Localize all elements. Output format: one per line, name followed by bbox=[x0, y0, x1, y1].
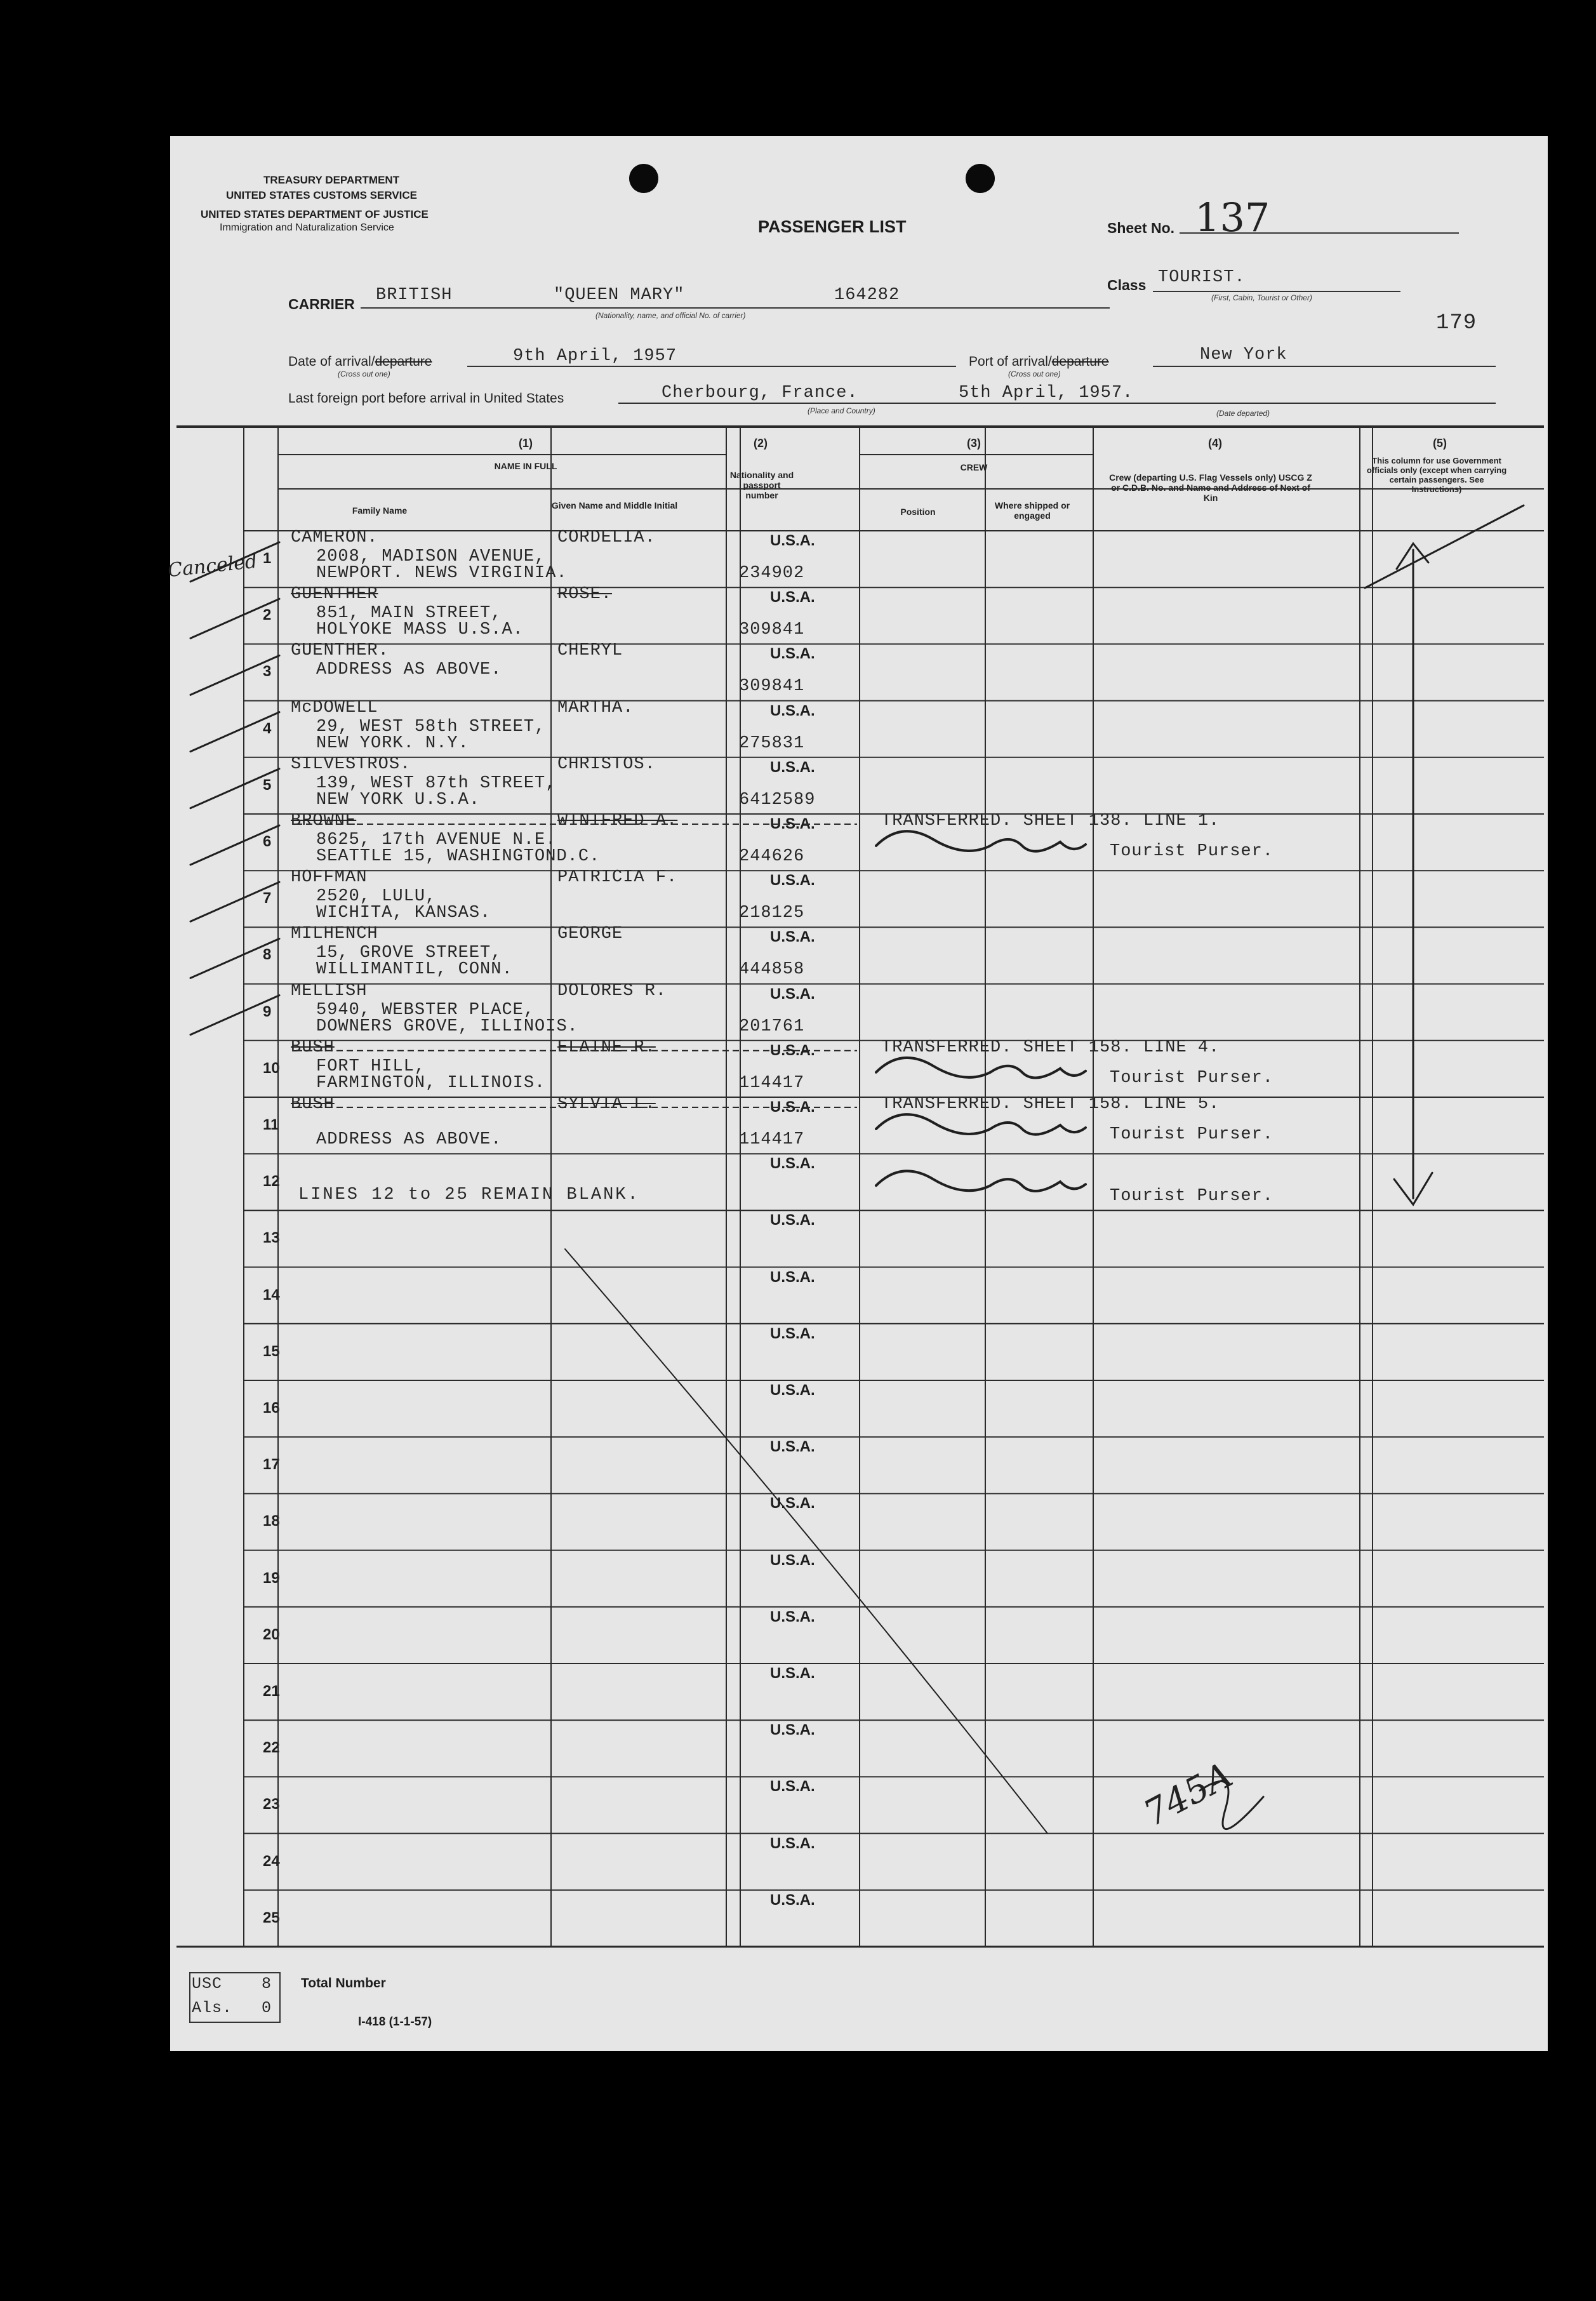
nationality: U.S.A. bbox=[770, 1778, 815, 1796]
passport-number: 6412589 bbox=[739, 790, 816, 810]
row-number: 15 bbox=[263, 1342, 280, 1360]
nationality: U.S.A. bbox=[770, 1891, 815, 1909]
class-label: Class bbox=[1107, 277, 1147, 293]
row-number: 12 bbox=[263, 1173, 280, 1191]
family-name: GUENTHER. bbox=[291, 641, 389, 661]
row-number: 23 bbox=[263, 1796, 280, 1813]
given-name: DOLORES R. bbox=[557, 981, 667, 1001]
passport-number: 218125 bbox=[739, 904, 805, 923]
agency-line-2: UNITED STATES CUSTOMS SERVICE bbox=[226, 189, 418, 201]
last-port-value: Cherbourg, France. bbox=[662, 384, 858, 403]
nationality: U.S.A. bbox=[770, 589, 815, 606]
passport-number: 275831 bbox=[739, 733, 805, 753]
address-line-2: SEATTLE 15, WASHINGTOND.C. bbox=[316, 847, 601, 866]
row-number: 8 bbox=[263, 946, 272, 964]
family-name: MELLISH bbox=[291, 981, 368, 1001]
row-number: 7 bbox=[263, 890, 272, 907]
departed-caption: (Date departed) bbox=[1216, 409, 1270, 418]
port-departure-label-crossed: departure bbox=[1051, 354, 1109, 369]
row-number: 2 bbox=[263, 606, 272, 624]
check-mark bbox=[190, 882, 279, 921]
passport-number: 234902 bbox=[739, 564, 805, 583]
col2-title: Nationality and passport number bbox=[729, 470, 794, 500]
class-caption: (First, Cabin, Tourist or Other) bbox=[1211, 293, 1312, 302]
address-line-2: WICHITA, KANSAS. bbox=[316, 904, 491, 923]
nationality: U.S.A. bbox=[770, 1608, 815, 1625]
given-name: CHERYL bbox=[557, 641, 623, 661]
family-name: GUENTHER bbox=[291, 585, 378, 604]
address-line-1: 5940, WEBSTER PLACE, bbox=[316, 1000, 535, 1020]
purser-note: Tourist Purser. bbox=[1110, 842, 1274, 861]
address-line-2: NEWPORT. NEWS VIRGINIA. bbox=[316, 564, 568, 583]
nationality: U.S.A. bbox=[770, 1551, 815, 1569]
nationality: U.S.A. bbox=[770, 928, 815, 946]
address-line-1: 2520, LULU, bbox=[316, 887, 437, 907]
nationality: U.S.A. bbox=[770, 1041, 815, 1059]
nationality: U.S.A. bbox=[770, 758, 815, 776]
nationality: U.S.A. bbox=[770, 872, 815, 890]
address-line-1: 15, GROVE STREET, bbox=[316, 944, 502, 963]
nationality: U.S.A. bbox=[770, 1438, 815, 1456]
row-number: 17 bbox=[263, 1456, 280, 1474]
nationality: U.S.A. bbox=[770, 645, 815, 663]
als-value: 0 bbox=[262, 1999, 272, 2017]
nationality: U.S.A. bbox=[770, 1268, 815, 1286]
address-line-2: FARMINGTON, ILLINOIS. bbox=[316, 1073, 546, 1093]
col4-title: Crew (departing U.S. Flag Vessels only) USCG Z or C.D.B. No. and Name and Address of Next of Kin bbox=[1109, 472, 1312, 503]
col4-number: (4) bbox=[1208, 437, 1222, 450]
address-line-2: ADDRESS AS ABOVE. bbox=[316, 1130, 502, 1149]
family-name: BROWNE bbox=[291, 811, 357, 830]
check-mark bbox=[190, 655, 279, 695]
family-name: LINES 12 to 25 REMAIN BLANK. bbox=[298, 1185, 640, 1205]
nationality: U.S.A. bbox=[770, 1721, 815, 1739]
row-number: 16 bbox=[263, 1399, 280, 1417]
family-name: BUSH bbox=[291, 1095, 335, 1114]
class-value: TOURIST. bbox=[1158, 268, 1246, 287]
check-mark bbox=[190, 825, 279, 865]
nationality: U.S.A. bbox=[770, 1495, 815, 1512]
passport-number: 444858 bbox=[739, 960, 805, 980]
arrival-date-value: 9th April, 1957 bbox=[513, 347, 677, 366]
col5-title: This column for use Government officials only (except when carrying certain passengers. See Instructions) bbox=[1366, 456, 1507, 494]
given-name-header: Given Name and Middle Initial bbox=[551, 500, 678, 510]
usc-label: USC bbox=[192, 1975, 223, 1993]
row-number: 1 bbox=[263, 550, 272, 567]
row-number: 19 bbox=[263, 1569, 280, 1587]
nationality: U.S.A. bbox=[770, 1834, 815, 1852]
check-mark bbox=[190, 599, 279, 638]
col1-number: (1) bbox=[519, 437, 533, 450]
passport-number: 244626 bbox=[739, 847, 805, 866]
family-name: SILVESTROS. bbox=[291, 754, 411, 774]
passport-number: 309841 bbox=[739, 677, 805, 697]
crew-remark: TRANSFERRED. SHEET 138. LINE 1. bbox=[881, 811, 1220, 830]
crew-remark: TRANSFERRED. SHEET 158. LINE 4. bbox=[881, 1037, 1220, 1057]
carrier-number: 164282 bbox=[834, 286, 900, 305]
given-name: CORDELIA. bbox=[557, 528, 656, 547]
purser-note: Tourist Purser. bbox=[1110, 1187, 1274, 1206]
purser-signature bbox=[876, 831, 1086, 851]
family-name-header: Family Name bbox=[352, 505, 408, 516]
nationality: U.S.A. bbox=[770, 1098, 815, 1116]
given-name: ROSE. bbox=[557, 585, 613, 604]
row-number: 5 bbox=[263, 776, 272, 794]
row-number: 22 bbox=[263, 1739, 280, 1757]
given-name: ELAINE R. bbox=[557, 1037, 656, 1057]
agency-line-3: UNITED STATES DEPARTMENT OF JUSTICE bbox=[201, 208, 429, 220]
address-line-1: 29, WEST 58th STREET, bbox=[316, 717, 546, 737]
row-number: 18 bbox=[263, 1512, 280, 1530]
nationality: U.S.A. bbox=[770, 532, 815, 549]
family-name: CAMERON. bbox=[291, 528, 378, 547]
handwritten-bottom-note: 745A bbox=[1137, 1754, 1239, 1835]
port-caption: (Cross out one) bbox=[1008, 370, 1061, 378]
address-line-1: 139, WEST 87th STREET, bbox=[316, 773, 557, 793]
nationality: U.S.A. bbox=[770, 702, 815, 719]
purser-signature bbox=[876, 1114, 1086, 1135]
col3-number: (3) bbox=[967, 437, 981, 450]
address-line-1: 8625, 17th AVENUE N.E. bbox=[316, 830, 557, 850]
cancel-diagonal bbox=[565, 1249, 1047, 1833]
shipped-header: Where shipped or engaged bbox=[994, 500, 1070, 521]
given-name: WINIFRED A. bbox=[557, 811, 678, 830]
handwritten-initials bbox=[1200, 1781, 1263, 1829]
carrier-caption: (Nationality, name, and official No. of carrier) bbox=[595, 311, 746, 320]
arrival-date-caption: (Cross out one) bbox=[338, 370, 390, 378]
row-number: 24 bbox=[263, 1852, 280, 1870]
usc-value: 8 bbox=[262, 1975, 272, 1993]
row-number: 10 bbox=[263, 1059, 280, 1077]
sheet-number-label: Sheet No. bbox=[1107, 220, 1175, 236]
row-number: 11 bbox=[263, 1116, 279, 1133]
check-mark bbox=[190, 938, 279, 978]
family-name: McDOWELL bbox=[291, 698, 378, 717]
address-line-1: 2008, MADISON AVENUE, bbox=[316, 547, 546, 566]
passport-number: 114417 bbox=[739, 1073, 805, 1093]
family-name: BUSH bbox=[291, 1037, 335, 1057]
given-name: SYLVIA L. bbox=[557, 1095, 656, 1114]
address-line-1: 851, MAIN STREET, bbox=[316, 604, 502, 624]
departed-date-value: 5th April, 1957. bbox=[959, 384, 1134, 403]
check-mark bbox=[190, 712, 279, 752]
purser-note: Tourist Purser. bbox=[1110, 1125, 1274, 1144]
col2-number: (2) bbox=[754, 437, 768, 450]
row-number: 3 bbox=[263, 663, 272, 681]
purser-signature bbox=[876, 1058, 1086, 1078]
sheet-number-value: 137 bbox=[1195, 194, 1270, 241]
row-number: 9 bbox=[263, 1003, 272, 1020]
carrier-label: CARRIER bbox=[288, 296, 355, 312]
carrier-name: "QUEEN MARY" bbox=[554, 286, 685, 305]
col3-title: CREW bbox=[960, 462, 988, 472]
check-mark bbox=[190, 542, 279, 582]
crew-remark: TRANSFERRED. SHEET 158. LINE 5. bbox=[881, 1095, 1220, 1114]
row-number: 20 bbox=[263, 1625, 280, 1643]
nationality: U.S.A. bbox=[770, 1382, 815, 1399]
agency-line-1: TREASURY DEPARTMENT bbox=[263, 174, 400, 186]
purser-signature bbox=[876, 1171, 1086, 1191]
given-name: GEORGE bbox=[557, 924, 623, 944]
passport-number: 201761 bbox=[739, 1017, 805, 1036]
check-mark bbox=[190, 996, 279, 1035]
place-caption: (Place and Country) bbox=[808, 406, 875, 415]
margin-note-canceled: Canceled bbox=[166, 550, 258, 582]
nationality: U.S.A. bbox=[770, 1155, 815, 1173]
als-label: Als. bbox=[192, 1999, 233, 2017]
family-name: HOFFMAN bbox=[291, 868, 368, 888]
address-line-2: WILLIMANTIL, CONN. bbox=[316, 960, 513, 980]
form-title: PASSENGER LIST bbox=[758, 217, 907, 236]
carrier-nationality: BRITISH bbox=[376, 286, 453, 305]
row-number: 14 bbox=[263, 1286, 280, 1304]
arrival-label: Date of arrival/ bbox=[288, 354, 375, 369]
passport-number: 309841 bbox=[739, 620, 805, 640]
check-mark bbox=[190, 769, 279, 808]
position-header: Position bbox=[900, 507, 936, 517]
nationality: U.S.A. bbox=[770, 1665, 815, 1682]
address-line-2: DOWNERS GROVE, ILLINOIS. bbox=[316, 1017, 578, 1036]
col1-title: NAME IN FULL bbox=[494, 461, 557, 471]
port-value: New York bbox=[1200, 345, 1287, 364]
col5-number: (5) bbox=[1433, 437, 1447, 450]
departure-label-crossed: departure bbox=[375, 354, 432, 369]
row-number: 4 bbox=[263, 719, 272, 737]
last-port-label: Last foreign port before arrival in United States bbox=[288, 391, 564, 406]
nationality: U.S.A. bbox=[770, 1324, 815, 1342]
nationality: U.S.A. bbox=[770, 815, 815, 832]
address-line-2: HOLYOKE MASS U.S.A. bbox=[316, 620, 524, 640]
address-line-1: FORT HILL, bbox=[316, 1057, 426, 1076]
family-name: MILHENCH bbox=[291, 924, 378, 944]
nationality: U.S.A. bbox=[770, 1211, 815, 1229]
given-name: PATRICIA F. bbox=[557, 868, 678, 888]
row-number: 13 bbox=[263, 1229, 280, 1247]
total-number-label: Total Number bbox=[301, 1976, 386, 1991]
given-name: CHRISTOS. bbox=[557, 754, 656, 774]
row-number: 6 bbox=[263, 833, 272, 850]
form-number: I-418 (1-1-57) bbox=[358, 2015, 432, 2029]
purser-note: Tourist Purser. bbox=[1110, 1068, 1274, 1088]
port-arrival-label: Port of arrival/ bbox=[969, 354, 1052, 369]
column5-slash bbox=[1365, 505, 1524, 588]
passport-number: 114417 bbox=[739, 1130, 805, 1149]
address-line-2: NEW YORK U.S.A. bbox=[316, 790, 481, 810]
agency-line-4: Immigration and Naturalization Service bbox=[220, 222, 394, 233]
given-name: MARTHA. bbox=[557, 698, 634, 717]
row-number: 25 bbox=[263, 1909, 280, 1926]
row-number: 21 bbox=[263, 1683, 280, 1700]
nationality: U.S.A. bbox=[770, 985, 815, 1003]
address-line-2: NEW YORK. N.Y. bbox=[316, 733, 469, 753]
page-number: 179 bbox=[1436, 311, 1477, 335]
address-line-1: ADDRESS AS ABOVE. bbox=[316, 660, 502, 680]
